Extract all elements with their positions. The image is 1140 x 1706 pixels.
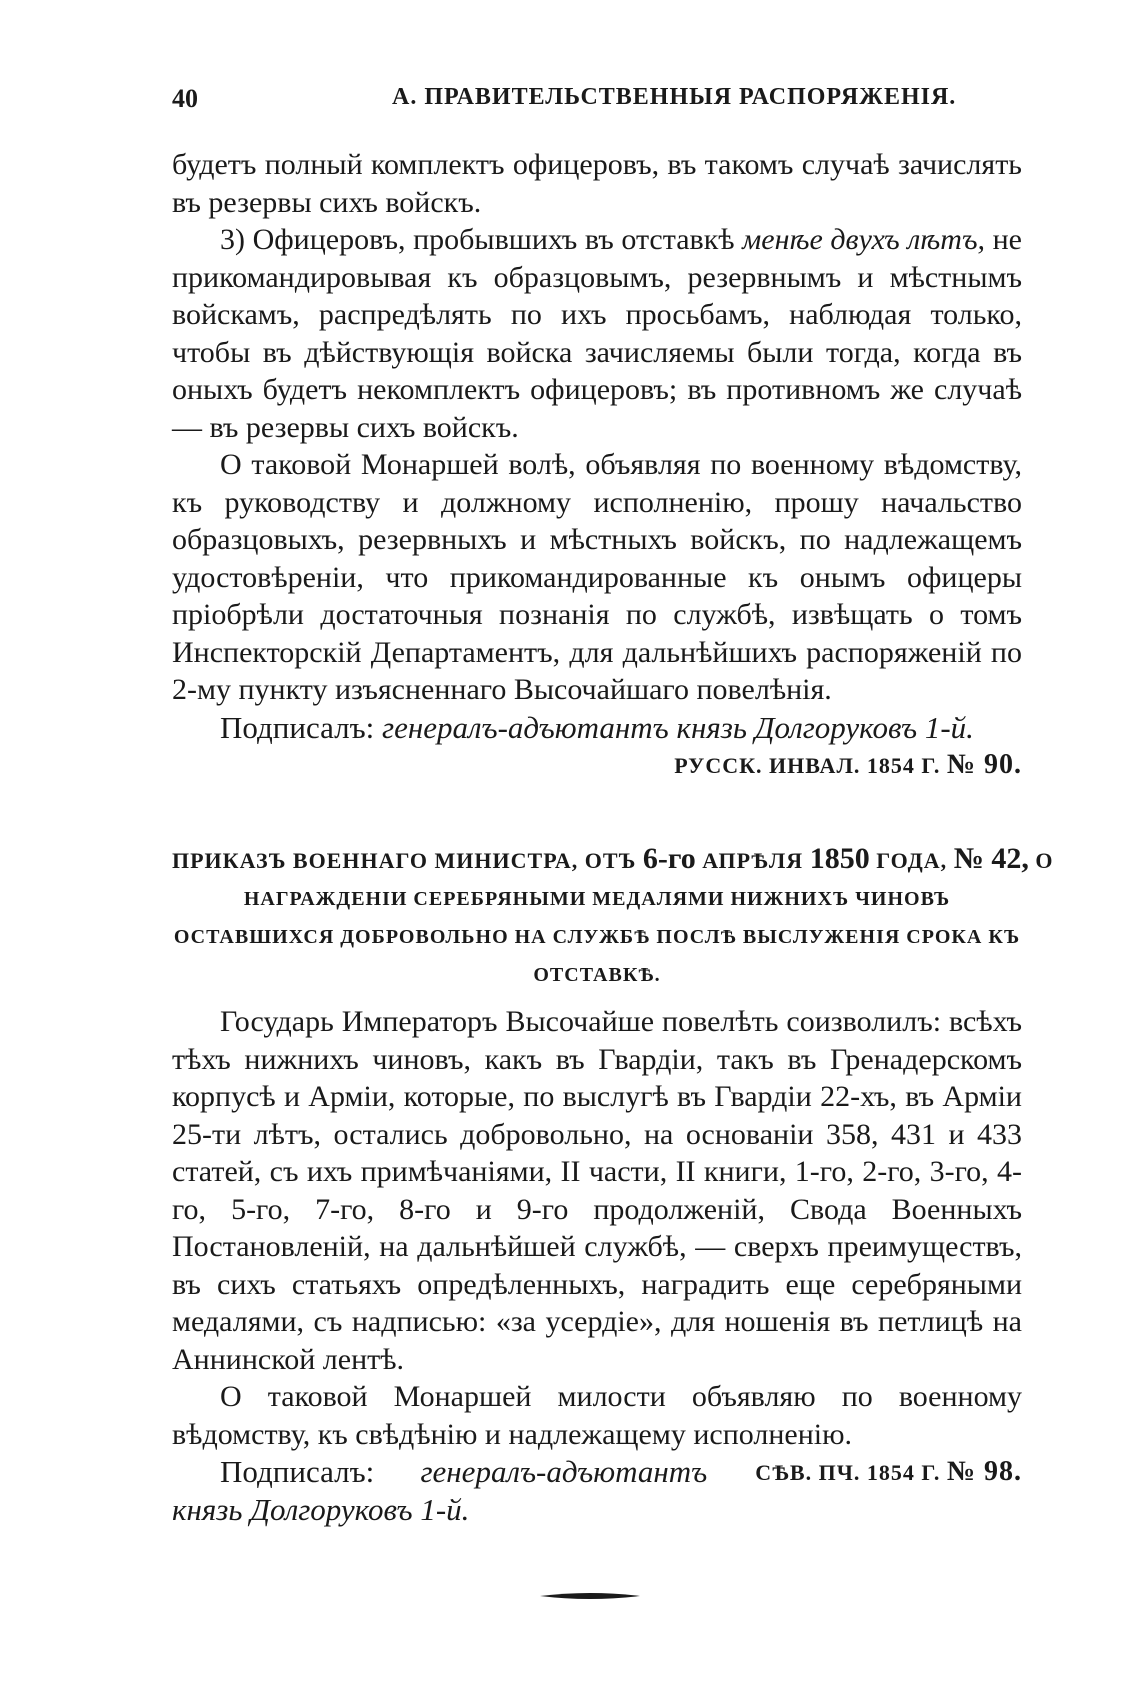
- paragraph-decree: Государь Императоръ Высочайше повелѣть соизволилъ: всѣхъ тѣхъ нижнихъ чиновъ, какъ въ Гвардіи, такъ въ Гренадерскомъ корпусѣ и Арміи, которые, по выслугѣ въ Гвардіи 22-хъ, въ Арміи 25-ти лѣтъ, остались добровольно, на основаніи 358, 431 и 433 статей, съ ихъ примѣчаніями, II части, II книги, 1-го, 2-го, 3-го, 4-го, 5-го, 7-го, 8-го и 9-го продолженій, Свода Военныхъ Постановленій, на дальнѣйшей службѣ, — сверхъ преимуществъ, въ сихъ статьяхъ опредѣленныхъ, наградить еще серебряными медалями, съ надписью: «за усердіе», для ношенія въ петлицѣ на Аннинской лентѣ.: [172, 1005, 1022, 1376]
- order-title-d: О: [1035, 848, 1054, 873]
- order-year: 1850: [809, 842, 870, 875]
- paragraph-continuation: будетъ полный комплектъ офицеровъ, въ такомъ случаѣ зачислять въ резервы сихъ войскъ.: [172, 148, 1022, 219]
- source-text: РУССК. ИНВАЛ. 1854 Г.: [674, 753, 941, 778]
- page-number: 40: [172, 84, 198, 113]
- point-3-italic: менѣе двухъ лѣтъ,: [742, 223, 986, 256]
- page-header: [172, 84, 1022, 124]
- source-number-2: № 98.: [946, 1456, 1022, 1487]
- source-text-2: СѢВ. ПЧ. 1854 Г.: [755, 1460, 941, 1485]
- order-number: № 42,: [953, 842, 1029, 875]
- section-1: [172, 146, 1022, 785]
- end-ornament: [540, 1590, 640, 1602]
- order-subtitle: НАГРАЖДЕНІИ СЕРЕБРЯНЫМИ МЕДАЛЯМИ НИЖНИХЪ ЧИНОВЪ ОСТАВШИХСЯ ДОБРОВОЛЬНО НА СЛУЖБѢ ПОСЛѢ ВЫСЛУЖЕНІЯ СРОКА КЪ ОТСТАВКѢ.: [173, 888, 1021, 986]
- announcement-2-text: О таковой Монаршей милости объявляю по военному вѣдомству, къ свѣдѣнію и надлежащему исполненію.: [172, 1380, 1022, 1451]
- source-citation-2: [707, 1453, 1022, 1492]
- order-title-a: ПРИКАЗЪ ВОЕННАГО МИНИСТРА, ОТЪ: [172, 848, 637, 873]
- running-head: А. ПРАВИТЕЛЬСТВЕННЫЯ РАСПОРЯЖЕНІЯ.: [392, 84, 957, 110]
- order-title-c: ГОДА,: [876, 848, 948, 873]
- signed-name-2: генералъ-адъютантъ князь Долгоруковъ 1-й.: [172, 1454, 708, 1527]
- signature-1: [172, 709, 1022, 747]
- signed-name: генералъ-адъютантъ князь Долгоруковъ 1-й.: [381, 709, 974, 745]
- paragraph-point-3: [172, 221, 1022, 446]
- point-3-prefix: 3) Офицеровъ, пробывшихъ въ отставкѣ: [220, 223, 735, 256]
- section-2: [172, 1003, 1022, 1528]
- signed-label-2: Подписалъ:: [220, 1454, 375, 1489]
- order-title: [172, 840, 1054, 994]
- signed-label: Подписалъ:: [220, 709, 375, 745]
- point-3-rest: не прикомандировывая къ образцовымъ, резервнымъ и мѣстнымъ войскамъ, распредѣлять по ихъ просьбамъ, наблюдая только, чтобы въ дѣйствующія войска зачисляемы были тогда, когда въ оныхъ будетъ некомплектъ офицеровъ; въ противномъ же случаѣ — въ резервы сихъ войскъ.: [172, 223, 1022, 444]
- order-date: 6-го: [642, 842, 696, 875]
- order-title-b: АПРѢЛЯ: [702, 848, 804, 873]
- order-title-line: [172, 840, 1054, 880]
- paragraph-announcement: О таковой Монаршей волѣ, объявляя по военному вѣдомству, къ руководству и должному исполненію, прошу начальство образцовыхъ, резервныхъ и мѣстныхъ войскъ, по надлежащемъ удостовѣреніи, что прикомандированные къ онымъ офицеры пріобрѣли достаточныя познанія по службѣ, извѣщать о томъ Инспекторскій Департаментъ, для дальнѣйшихъ распоряженій по 2-му пункту изъясненнаго Высочайшаго повелѣнія.: [172, 448, 1022, 706]
- source-citation-1: [172, 746, 1022, 785]
- source-number: № 90.: [946, 749, 1022, 780]
